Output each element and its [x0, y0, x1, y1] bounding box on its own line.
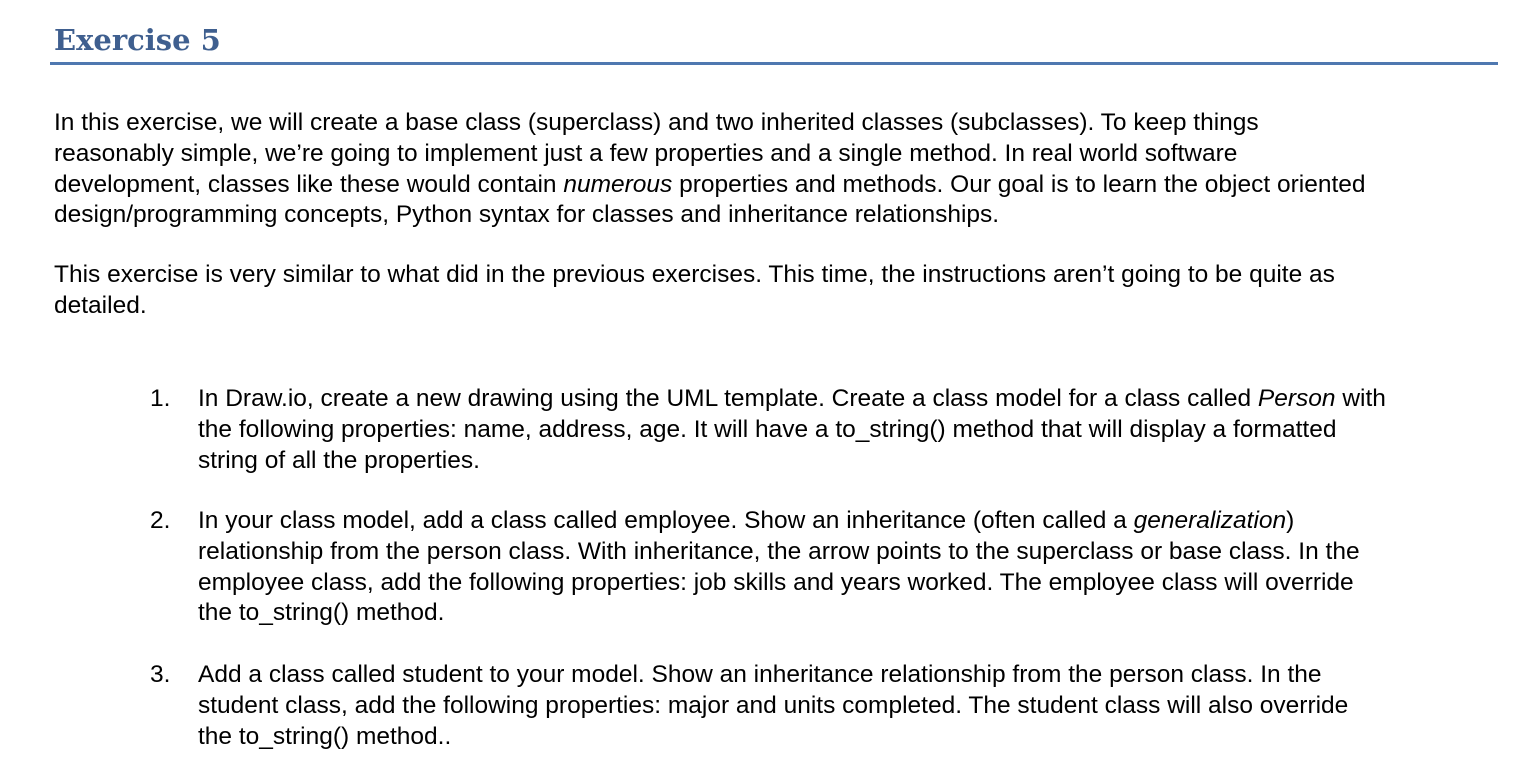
- text-line: detailed.: [54, 291, 147, 319]
- emphasis-person: Person: [1257, 385, 1336, 412]
- list-item-text: [198, 384, 1386, 476]
- text-line: the to_string() method..: [198, 722, 452, 750]
- text-line: employee class, add the following properties: job skills and years worked. The employee class will override: [198, 568, 1354, 596]
- text-line: This exercise is very similar to what did in the previous exercises. This time, the instructions aren’t going to be quite as: [54, 261, 1335, 288]
- text-line: the to_string() method.: [198, 599, 445, 627]
- intro-paragraph-1: [54, 108, 1366, 231]
- text-line: reasonably simple, we’re going to implement just a few properties and a single method. In real world software: [54, 139, 1238, 167]
- emphasis-generalization: generalization: [1133, 507, 1287, 534]
- text-line: design/programming concepts, Python syntax for classes and inheritance relationships.: [54, 201, 1000, 229]
- intro-paragraph-2: [54, 260, 1335, 322]
- text-line: development, classes like these would contain numerous properties and methods. Our goal is to learn the object oriented: [54, 170, 1366, 198]
- list-item-text: [198, 506, 1360, 629]
- text-line: Add a class called student to your model. Show an inheritance relationship from the person class. In the: [198, 661, 1322, 688]
- list-item-number: 3.: [150, 661, 171, 688]
- list-item-number: 1.: [150, 385, 171, 412]
- text-line: relationship from the person class. With inheritance, the arrow points to the superclass or base class. In the: [198, 537, 1360, 565]
- text-line: In this exercise, we will create a base class (superclass) and two inherited classes (subclasses). To keep things: [54, 109, 1259, 136]
- text-line: string of all the properties.: [198, 446, 480, 474]
- page-title: Exercise 5: [54, 23, 221, 57]
- text-line: In Draw.io, create a new drawing using the UML template. Create a class model for a class called Person with: [198, 385, 1386, 412]
- list-item-text: [198, 660, 1348, 752]
- list-item-number: 2.: [150, 507, 171, 534]
- text-line: the following properties: name, address, age. It will have a to_string() method that will display a formatted: [198, 415, 1337, 443]
- emphasis-numerous: numerous: [563, 170, 673, 198]
- text-line: student class, add the following properties: major and units completed. The student class will also override: [198, 691, 1349, 719]
- text-line: In your class model, add a class called employee. Show an inheritance (often called a generalization): [198, 507, 1295, 534]
- heading-underline: [50, 62, 1498, 65]
